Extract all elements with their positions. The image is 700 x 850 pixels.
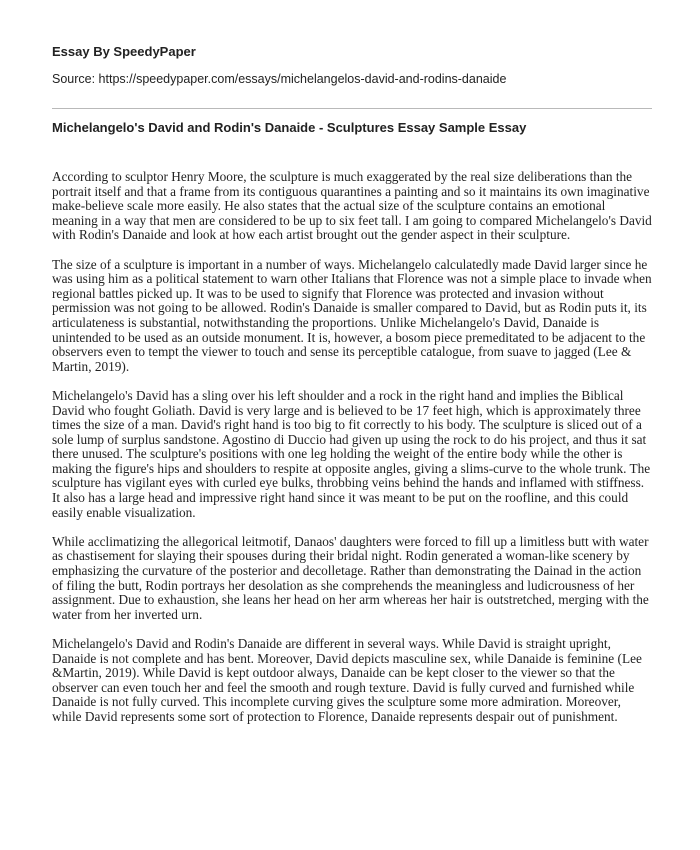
paragraph: Michelangelo's David has a sling over his left shoulder and a rock in the right hand and implies the Biblical David who fought Goliath. David is very large and is believed to be 17 feet high, which is approximately three times the size of a man. David's right hand is too big to fit correctly to his body. The sculpture is sliced out of a sole lump of surplus sandstone. Agostino di Duccio had given up using the rock to do his project, and thus it sat there unused. The sculpture's positions with one leg holding the weight of the entire body while the other is making the figure's hips and shoulders to respite at opposite angles, giving a slims-curve to the whole trunk. The sculpture has vigilant eyes with curled eye bulks, throbbing veins behind the hands and inflamed with stiffness. It also has a large head and impressive right hand since it was meant to be put on the roofline, and this could easily enable visualization.	[52, 387, 651, 520]
paragraph: The size of a sculpture is important in a number of ways. Michelangelo calculatedly made David larger since he was using him as a political statement to warn other Italians that Florence was not a simple place to invade when regional battles picked up. It was to be used to signify that Florence was protected and invasion without permission was not going to be allowed. Rodin's Danaide is smaller compared to David, but as Rodin puts it, its articulateness is substantial, notwithstanding the proportions. Unlike Michelangelo's David, Danaide is unintended to be used as an outside monument. It is, however, a bosom piece premeditated to be adjacent to the observers even to tempt the viewer to touch and sense its perceptible catalogue, from suave to jagged (Lee & Martin, 2019).	[52, 256, 652, 374]
header-divider	[52, 108, 652, 109]
paragraph: According to sculptor Henry Moore, the sculpture is much exaggerated by the real size deliberations than the portrait itself and that a frame from its contiguous quarantines a painting and so it maintains its own imaginative make-believe scale more easily. He also states that the actual size of the sculpture contains an emotional meaning in a way that men are considered to be up to six feet tall. I am going to compared Michelangelo's David with Rodin's Danaide and look at how each artist brought out the gender aspect in their sculpture.	[52, 169, 652, 243]
essay-body	[52, 170, 652, 739]
brand-title: Essay By SpeedyPaper	[52, 44, 196, 59]
essay-title: Michelangelo's David and Rodin's Danaide - Sculptures Essay Sample Essay	[52, 120, 527, 135]
source-line: Source: https://speedypaper.com/essays/michelangelos-david-and-rodins-danaide	[52, 72, 507, 86]
paragraph: Michelangelo's David and Rodin's Danaide are different in several ways. While David is straight upright, Danaide is not complete and has bent. Moreover, David depicts masculine sex, while Danaide is feminine (Lee &Martin, 2019). While David is kept outdoor always, Danaide can be kept closer to the viewer so that the observer can even touch her and feel the smooth and rough texture. David is fully curved and furnished while Danaide is not fully curved. This incomplete curving gives the sculpture some more admiration. Moreover, while David represents some sort of protection to Florence, Danaide represents despair out of punishment.	[52, 636, 642, 724]
paragraph: While acclimatizing the allegorical leitmotif, Danaos' daughters were forced to fill up a limitless butt with water as chastisement for slaying their spouses during their bridal night. Rodin generated a woman-like scenery by emphasizing the curvature of the posterior and decolletage. Rather than demonstrating the Dainad in the action of filing the butt, Rodin portrays her desolation as she comprehends the meaningless and ludicrousness of her assignment. Due to exhaustion, she leans her head on her arm whereas her hair is outstretched, merging with the water from her inverted urn.	[52, 533, 649, 622]
